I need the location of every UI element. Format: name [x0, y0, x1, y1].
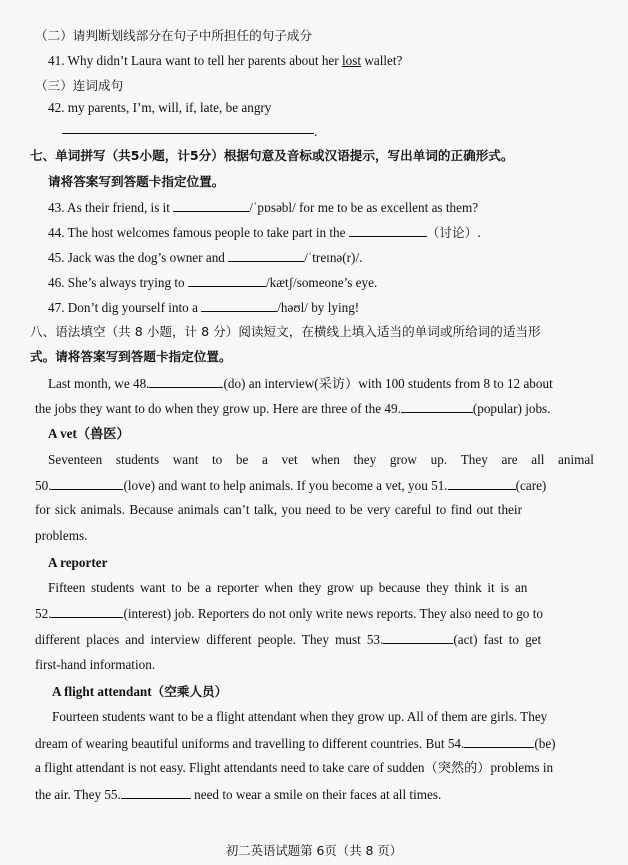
q45-pre: 45. Jack was the dog’s owner and [48, 250, 229, 265]
p1-l1-hint: (do) an interview(采访）with 100 students from 8 to 12 about [223, 376, 553, 391]
p1-l2-pre: the jobs they want to do when they grow up. Here are three of the 49. [35, 401, 401, 416]
question-42: 42. my parents, I’m, will, if, late, be angry [48, 100, 272, 115]
heading-vet [48, 426, 130, 442]
q45-post: /ˈtreɪnə(r)/. [304, 250, 363, 265]
q41-pre: 41. Why didn’t Laura want to tell her parents about her [48, 53, 342, 68]
page-footer: 初二英语试题第 6页（共 8 页） [225, 843, 403, 858]
question-47 [48, 299, 359, 316]
q53-blank[interactable] [383, 631, 453, 644]
reporter-line3 [35, 631, 541, 648]
q55-blank[interactable] [121, 786, 191, 799]
q50-blank[interactable] [51, 477, 123, 490]
vet-word: all [531, 452, 545, 467]
question-41 [48, 53, 402, 69]
vet-word: They [460, 452, 488, 467]
q54-blank[interactable] [464, 735, 534, 748]
vet-line4: problems. [35, 528, 88, 543]
vet-word: animal [558, 452, 594, 467]
q50-label: 50. [35, 478, 52, 493]
passage-intro-line2 [35, 400, 551, 417]
q44-post: （讨论）. [426, 225, 482, 240]
q44-pre: 44. The host welcomes famous people to take part in the [48, 225, 349, 240]
q45-blank[interactable] [228, 249, 304, 262]
section-7-header: 七、单词拼写（共5小题，计5分）根据句意及音标或汉语提示，写出单词的正确形式。 [30, 148, 514, 163]
section-8-header-line2: 式。请将答案写到答题卡指定位置。 [30, 349, 232, 364]
p1-l2-hint: (popular) jobs. [472, 401, 551, 416]
heading-flight-zh: （空乘人员） [151, 684, 228, 699]
heading-vet-text: A vet（兽医） [48, 426, 130, 441]
vet-line3: for sick animals. Because animals can’t talk, you need to be very careful to find out their [35, 502, 522, 517]
vet-word: up. [430, 452, 448, 467]
vet-word: a [262, 452, 268, 467]
q43-post: /ˈpɒsəbl/ for me to be as excellent as them? [249, 200, 479, 215]
reporter-line2 [35, 605, 543, 622]
q47-pre: 47. Don’t dig yourself into a [48, 300, 202, 315]
q52-blank[interactable] [51, 605, 123, 618]
q42-answer-line[interactable] [62, 133, 314, 134]
vet-line2 [35, 477, 546, 494]
flight-line2 [35, 735, 556, 752]
q43-pre: 43. As their friend, is it [48, 200, 174, 215]
vet-word: are [501, 452, 518, 467]
q49-blank[interactable] [401, 400, 473, 413]
reporter-line4: first-hand information. [35, 657, 156, 672]
vet-word: they [353, 452, 377, 467]
vet-line1 [48, 452, 594, 468]
q46-blank[interactable] [188, 274, 266, 287]
rep-l3-text: different places and interview different people. They must 53. [35, 632, 384, 647]
flight-line3: a flight attendant is not easy. Flight attendants need to take care of sudden（突然的）problems in [35, 760, 554, 775]
fa-l2-hint: (be) [534, 736, 556, 751]
q43-blank[interactable] [173, 199, 249, 212]
question-46 [48, 274, 377, 291]
flight-line4 [35, 786, 441, 803]
vet-word: Seventeen [48, 452, 103, 467]
rep-l2-text: (interest) job. Reporters do not only write news reports. They also need to go to [123, 606, 543, 621]
q42-period: . [314, 124, 318, 139]
q47-post: /həʊl/ by lying! [277, 300, 360, 315]
heading-flight-text: A flight attendant [52, 684, 152, 699]
question-43 [48, 199, 478, 216]
vet-word: grow [389, 452, 417, 467]
question-45 [48, 249, 362, 266]
q46-pre: 46. She’s always trying to [48, 275, 188, 290]
q44-blank[interactable] [349, 224, 427, 237]
q41-post: wallet? [361, 53, 403, 68]
q46-post: /kætʃ/someone’s eye. [265, 275, 378, 290]
vet-l2-text: (love) and want to help animals. If you become a vet, you 51. [123, 478, 448, 493]
p1-l1-pre: Last month, we 48. [48, 376, 150, 391]
fa-l2-text: dream of wearing beautiful uniforms and travelling to different countries. But 54. [35, 736, 465, 751]
vet-word: want [172, 452, 199, 467]
question-44 [48, 224, 481, 241]
section-2-header: （二）请判断划线部分在句子中所担任的句子成分 [35, 28, 313, 43]
vet-word: to [212, 452, 223, 467]
fa-l4-text: the air. They 55. [35, 787, 121, 802]
q52-label: 52. [35, 606, 52, 621]
q41-underlined: lost [341, 53, 362, 68]
vet-word: when [311, 452, 340, 467]
flight-line1: Fourteen students want to be a flight attendant when they grow up. All of them are girls. They [52, 709, 548, 724]
heading-flight-attendant [52, 684, 227, 700]
q51-blank[interactable] [448, 477, 516, 490]
section-7-note: 请将答案写到答题卡指定位置。 [48, 174, 225, 189]
heading-reporter: A reporter [48, 555, 108, 570]
reporter-line1: Fifteen students want to be a reporter when they grow up because they think it is an [48, 580, 528, 595]
vet-word: be [235, 452, 249, 467]
vet-word: vet [281, 452, 298, 467]
q47-blank[interactable] [201, 299, 277, 312]
vet-l2-hint: (care) [515, 478, 547, 493]
q48-blank[interactable] [149, 375, 223, 388]
vet-word: students [115, 452, 160, 467]
section-8-header-line1: 八、语法填空（共 8 小题，计 8 分）阅读短文，在横线上填入适当的单词或所给词的适当形 [30, 324, 541, 339]
section-3-header: （三）连词成句 [35, 78, 124, 93]
passage-intro-line1 [48, 375, 553, 392]
rep-l3-hint: (act) fast to get [453, 632, 542, 647]
fa-l4-rest: need to wear a smile on their faces at all times. [190, 787, 442, 802]
